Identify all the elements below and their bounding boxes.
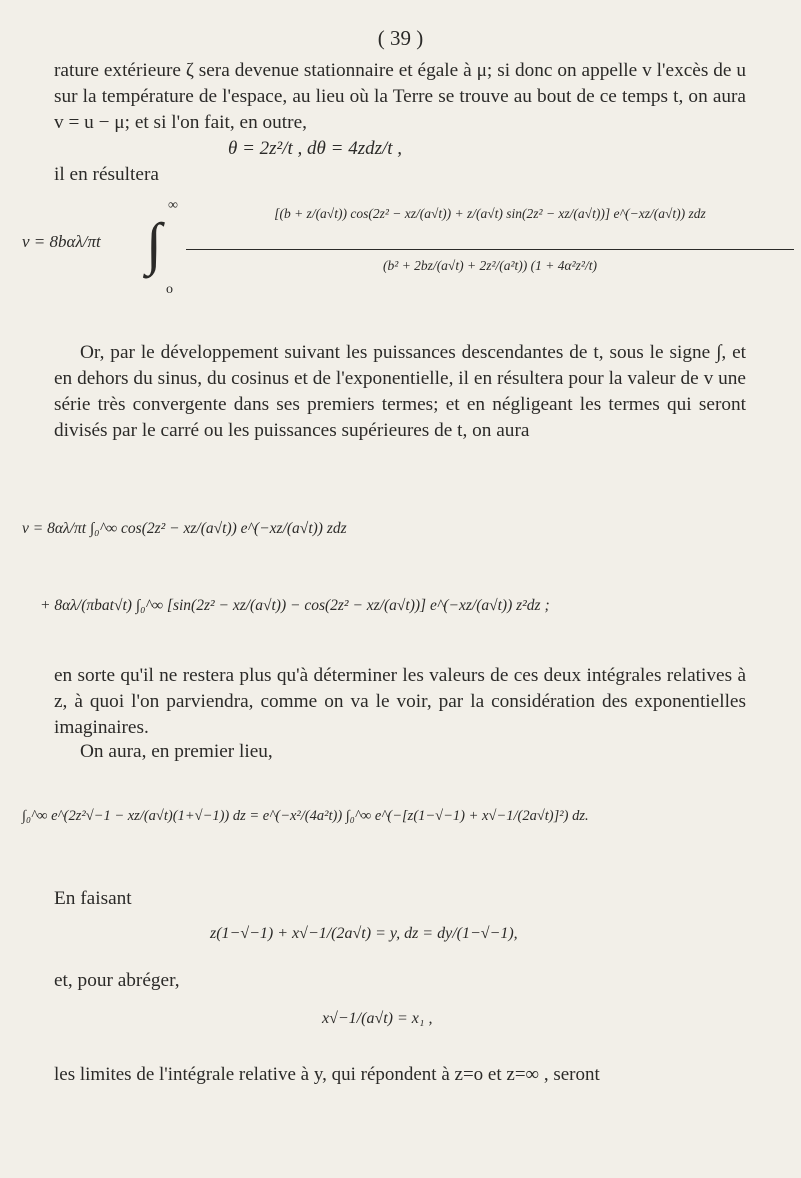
paragraph-8: les limites de l'intégrale relative à y, qui répondent à z=o et z=∞ , seront [54, 1064, 600, 1085]
paragraph-4 [54, 663, 746, 741]
paragraph-1-text: rature extérieure ζ sera devenue stationnaire et égale à μ; si donc on appelle v l'excès de u sur la température de l'espace, au lieu où la Terre se trouve au bout de ce temps t, on aura v = u − μ; et si l'on fait, en outre, [54, 60, 746, 133]
equation-substitution: z(1−√−1) + x√−1/(2a√t) = y, dz = dy/(1−√−1), [210, 925, 518, 942]
paragraph-5: On aura, en premier lieu, [80, 741, 273, 762]
equation-abbreviation: x√−1/(a√t) = x₁ , [322, 1010, 433, 1027]
equation-v-lhs: v = 8bαλ/πt [22, 232, 101, 251]
equation-v-approx-line-1: v = 8αλ/πt ∫₀^∞ cos(2z² − xz/(a√t)) e^(−xz/(a√t)) zdz [22, 520, 347, 537]
fraction-bar [186, 249, 794, 250]
equation-theta-definition [228, 138, 402, 160]
equation-v-denominator: (b² + 2bz/(a√t) + 2z²/(a²t)) (1 + 4α²z²/t) [383, 258, 597, 273]
paragraph-6: En faisant [54, 888, 132, 909]
paragraph-2: il en résultera [54, 164, 159, 185]
equation-theta-text: θ = 2z²/t , dθ = 4zdz/t , [228, 138, 403, 159]
paragraph-7: et, pour abréger, [54, 970, 180, 991]
integral-lower-limit: o [166, 282, 173, 297]
paragraph-3-text: Or, par le développement suivant les puissances descendantes de t, sous le signe ∫, et en dehors du sinus, du cosinus et de l'exponentielle, il en résultera pour la valeur de v une série très convergente dans ses premiers termes; et en négligeant les termes qui seront divisés par le carré ou les puissances supérieures de t, on aura [54, 342, 746, 441]
paragraph-4-text: en sorte qu'il ne restera plus qu'à déterminer les valeurs de ces deux intégrales relatives à z, à quoi l'on parviendra, comme on va le voir, par la considération des exponentielles imaginaires. [54, 665, 746, 738]
integral-sign: ∫ [146, 211, 162, 276]
equation-exponential-integral: ∫₀^∞ e^(2z²√−1 − xz/(a√t)(1+√−1)) dz = e^(−x²/(4a²t)) ∫₀^∞ e^(−[z(1−√−1) + x√−1/(2a√t)]²) dz. [22, 808, 589, 824]
integral-upper-limit: ∞ [168, 198, 178, 213]
paragraph-3 [54, 340, 746, 444]
equation-v-numerator: [(b + z/(a√t)) cos(2z² − xz/(a√t)) + z/(a√t) sin(2z² − xz/(a√t))] e^(−xz/(a√t)) zdz [274, 206, 706, 221]
page-number: ( 39 ) [377, 26, 424, 50]
paragraph-1 [54, 58, 746, 136]
equation-v-approx-line-2: + 8αλ/(πbat√t) ∫₀^∞ [sin(2z² − xz/(a√t)) − cos(2z² − xz/(a√t))] e^(−xz/(a√t)) z²dz ; [40, 597, 550, 614]
